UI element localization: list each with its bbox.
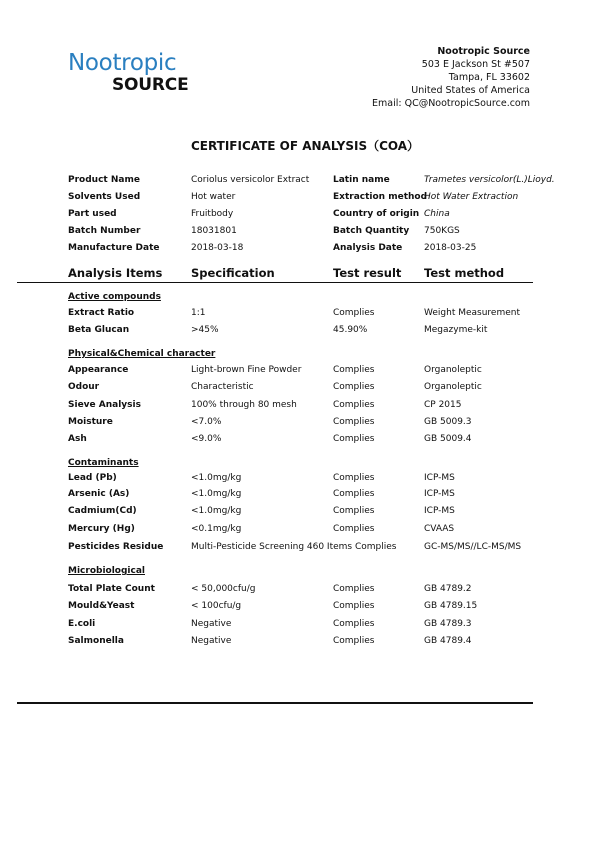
row-result: Complies (333, 473, 375, 483)
row-result: Complies (333, 506, 375, 516)
row-method: ICP-MS (424, 489, 455, 499)
row-result: Complies (333, 417, 375, 427)
solvents-label: Solvents Used (68, 192, 141, 202)
country-value: China (424, 209, 450, 219)
analysis-date-value: 2018-03-25 (424, 243, 477, 253)
row-name: Mercury (Hg) (68, 524, 135, 534)
product-name-value: Coriolus versicolor Extract (191, 175, 310, 185)
row-name: Appearance (68, 365, 129, 375)
row-method: ICP-MS (424, 506, 455, 516)
section-title-contaminants: Contaminants (68, 458, 139, 468)
row-spec: 1:1 (191, 308, 206, 318)
row-name: Moisture (68, 417, 113, 427)
company-email: Email: QC@NootropicSource.com (372, 98, 530, 109)
row-method: Weight Measurement (424, 308, 521, 318)
row-name: Ash (68, 434, 87, 444)
row-spec: >45% (191, 325, 219, 335)
country-label: Country of origin (333, 209, 420, 219)
row-name: Total Plate Count (68, 584, 155, 594)
latin-name-value: Trametes versicolor(L.)Lioyd. (424, 175, 555, 185)
row-name: Odour (68, 382, 100, 392)
row-result: Complies (333, 524, 375, 534)
row-name: E.coli (68, 619, 96, 629)
manufacture-date-label: Manufacture Date (68, 243, 160, 253)
row-result: Complies (333, 619, 375, 629)
row-method: GB 4789.3 (424, 619, 472, 629)
row-spec: < 100cfu/g (191, 601, 242, 611)
header-test-result: Test result (333, 266, 402, 280)
batch-quantity-value: 750KGS (424, 226, 460, 236)
row-spec: < 50,000cfu/g (191, 584, 256, 594)
row-method: GB 5009.4 (424, 434, 472, 444)
row-name: Mould&Yeast (68, 601, 135, 611)
row-result: Complies (333, 489, 375, 499)
row-result: Complies (333, 308, 375, 318)
company-street: 503 E Jackson St #507 (421, 59, 530, 70)
product-name-label: Product Name (68, 175, 140, 185)
row-spec: 100% through 80 mesh (191, 400, 297, 410)
row-spec: Negative (191, 619, 232, 629)
footer-divider (17, 702, 533, 704)
header-analysis-items: Analysis Items (68, 266, 163, 280)
row-spec: Negative (191, 636, 232, 646)
row-method: Organoleptic (424, 382, 482, 392)
row-result: Complies (333, 636, 375, 646)
section-title-micro: Microbiological (68, 566, 145, 576)
logo-wordmark-top: Nootropic (68, 50, 177, 76)
row-spec: <0.1mg/kg (191, 524, 242, 534)
part-value: Fruitbody (191, 209, 234, 219)
row-result: Complies (333, 584, 375, 594)
row-name: Pesticides Residue (68, 542, 164, 552)
part-label: Part used (68, 209, 117, 219)
header-test-method: Test method (424, 266, 505, 280)
row-result: Complies (333, 400, 375, 410)
row-method: CVAAS (424, 524, 455, 534)
batch-number-label: Batch Number (68, 226, 141, 236)
batch-number-value: 18031801 (191, 226, 237, 236)
header-divider (17, 282, 533, 283)
extraction-label: Extraction method (333, 192, 428, 202)
row-method: Organoleptic (424, 365, 482, 375)
row-result: Complies (333, 434, 375, 444)
row-name: Cadmium(Cd) (68, 506, 137, 516)
solvents-value: Hot water (191, 192, 236, 202)
row-result: Complies (333, 365, 375, 375)
row-name: Sieve Analysis (68, 400, 141, 410)
company-name: Nootropic Source (437, 46, 530, 57)
section-title-physical: Physical&Chemical character (68, 349, 216, 359)
row-spec: <7.0% (191, 417, 222, 427)
row-method: CP 2015 (424, 400, 462, 410)
manufacture-date-value: 2018-03-18 (191, 243, 244, 253)
row-name: Salmonella (68, 636, 124, 646)
row-name: Beta Glucan (68, 325, 130, 335)
row-result: Complies (333, 382, 375, 392)
logo-wordmark-bottom: SOURCE (112, 75, 189, 95)
row-result: Complies (333, 601, 375, 611)
header-specification: Specification (191, 266, 275, 280)
row-spec: <9.0% (191, 434, 222, 444)
row-name: Lead (Pb) (68, 473, 117, 483)
batch-quantity-label: Batch Quantity (333, 226, 410, 236)
analysis-date-label: Analysis Date (333, 243, 403, 253)
row-spec: Light-brown Fine Powder (191, 365, 302, 375)
extraction-value: Hot Water Extraction (424, 192, 519, 202)
row-method: GB 4789.2 (424, 584, 472, 594)
section-title-active: Active compounds (68, 292, 161, 302)
row-method: ICP-MS (424, 473, 455, 483)
row-method: GB 4789.4 (424, 636, 472, 646)
row-method: GB 5009.3 (424, 417, 472, 427)
row-method: GC-MS/MS//LC-MS/MS (424, 542, 522, 552)
row-name: Arsenic (As) (68, 489, 130, 499)
row-spec: <1.0mg/kg (191, 489, 242, 499)
row-spec: <1.0mg/kg (191, 473, 242, 483)
row-spec: Multi-Pesticide Screening 460 Items Complies (191, 542, 397, 552)
latin-name-label: Latin name (333, 175, 390, 185)
company-city: Tampa, FL 33602 (448, 72, 530, 83)
row-name: Extract Ratio (68, 308, 135, 318)
row-method: GB 4789.15 (424, 601, 478, 611)
row-spec: <1.0mg/kg (191, 506, 242, 516)
page-title: CERTIFICATE OF ANALYSIS（COA） (190, 139, 420, 153)
row-method: Megazyme-kit (424, 325, 488, 335)
company-country: United States of America (411, 85, 530, 96)
row-spec: Characteristic (191, 382, 254, 392)
row-result: 45.90% (333, 325, 368, 335)
